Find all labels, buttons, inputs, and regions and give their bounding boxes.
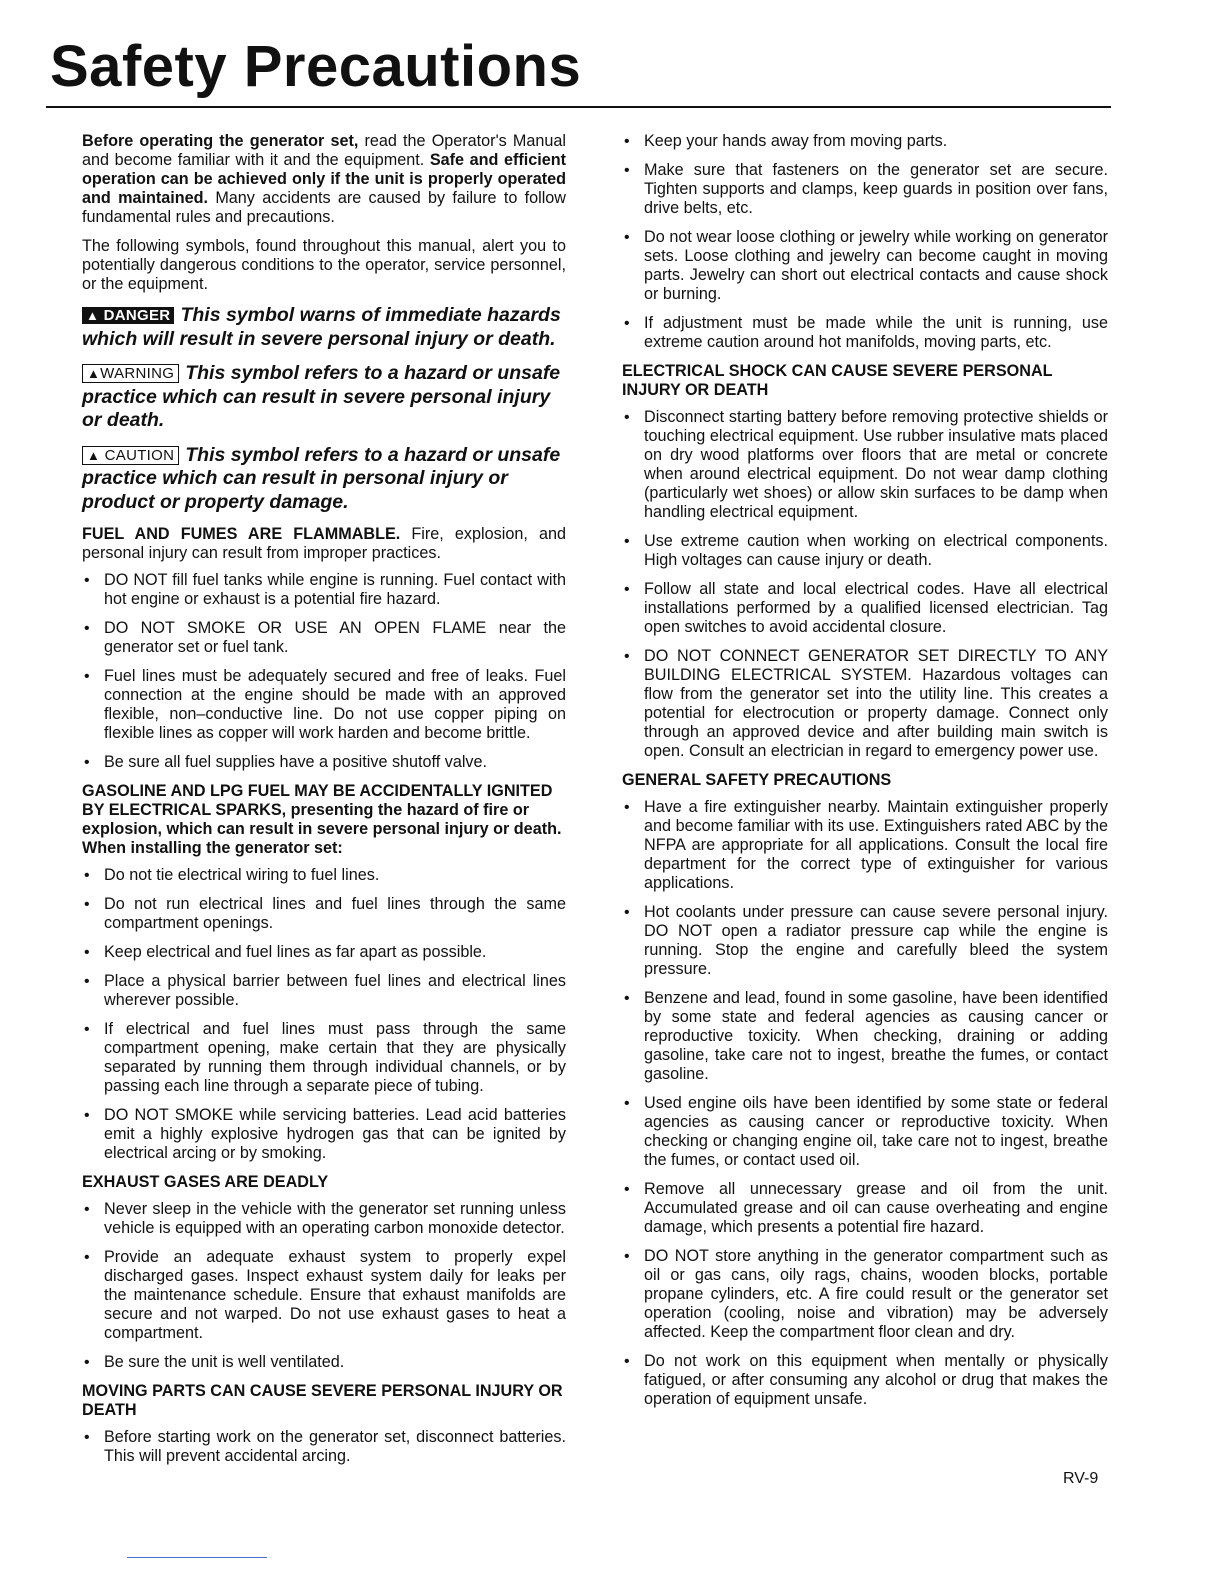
moving-parts-list-left bbox=[82, 1428, 566, 1466]
warning-triangle-icon: ▲ bbox=[87, 447, 101, 463]
danger-notice bbox=[82, 304, 566, 351]
list-item: • Remove all unnecessary grease and oil from the unit. Accumulated grease and oil can cause overheating and engine damage, which presents a potential fire hazard. bbox=[622, 1180, 1108, 1237]
electrical-heading: ELECTRICAL SHOCK CAN CAUSE SEVERE PERSONAL INJURY OR DEATH bbox=[622, 362, 1053, 399]
page-title: Safety Precautions bbox=[50, 34, 582, 99]
warning-notice bbox=[82, 362, 566, 433]
danger-text: This symbol warns of immediate hazards which will result in severe personal injury or death. bbox=[82, 304, 561, 350]
list-item: • Be sure the unit is well ventilated. bbox=[82, 1353, 566, 1372]
caution-notice bbox=[82, 444, 566, 515]
exhaust-list bbox=[82, 1200, 566, 1372]
list-item: • Disconnect starting battery before removing protective shields or touching electrical equipment. Use rubber insulative mats placed on dry wood platforms over floors that are metal or concrete when around electrical equipment. Do not wear damp clothing (particularly wet shoes) or allow skin surfaces to be damp when handling electrical equipment. bbox=[622, 408, 1108, 522]
list-item: • DO NOT SMOKE OR USE AN OPEN FLAME near the generator set or fuel tank. bbox=[82, 619, 566, 657]
list-item: • Do not tie electrical wiring to fuel lines. bbox=[82, 866, 566, 885]
page-number: RV-9 bbox=[1063, 1470, 1099, 1487]
symbols-intro: The following symbols, found throughout this manual, alert you to potentially dangerous conditions to the operator, service personnel, or the equipment. bbox=[82, 237, 566, 293]
list-item: • Be sure all fuel supplies have a positive shutoff valve. bbox=[82, 753, 566, 772]
right-column bbox=[622, 132, 1108, 1419]
list-item: • Never sleep in the vehicle with the generator set running unless vehicle is equipped with an operating carbon monoxide detector. bbox=[82, 1200, 566, 1238]
list-item: • DO NOT CONNECT GENERATOR SET DIRECTLY TO ANY BUILDING ELECTRICAL SYSTEM. Hazardous voltages can flow from the generator set into the utility line. This creates a potential for electrocution or property damage. Connect only through an approved device and after building main switch is open. Consult an electrician in regard to emergency power use. bbox=[622, 647, 1108, 761]
intro-text-1: read the Operator's Manual and become familiar with it and the equipment. bbox=[82, 132, 566, 169]
gasoline-list bbox=[82, 866, 566, 1163]
list-item: • DO NOT store anything in the generator compartment such as oil or gas cans, oily rags, chains, wooden blocks, portable propane cylinders, etc. A fire could result or the generator set operation (cooling, noise and vibration) may be adversely affected. Keep the compartment floor clean and dry. bbox=[622, 1247, 1108, 1342]
warning-badge: ▲WARNING bbox=[82, 364, 179, 383]
list-item: • Benzene and lead, found in some gasoline, have been identified by some state and federal agencies as causing cancer or reproductive toxicity. When checking, draining or adding gasoline, take care not to ingest, breathe the fumes, or contact gasoline. bbox=[622, 989, 1108, 1084]
list-item: • Provide an adequate exhaust system to properly expel discharged gases. Inspect exhaust system daily for leaks per the maintenance schedule. Ensure that exhaust manifolds are secure and not warped. Do not use exhaust gases to heat a compartment. bbox=[82, 1248, 566, 1343]
title-rule bbox=[46, 106, 1111, 108]
list-item: • Keep electrical and fuel lines as far apart as possible. bbox=[82, 943, 566, 962]
list-item: • Used engine oils have been identified by some state or federal agencies as causing cancer or reproductive toxicity. When checking or changing engine oil, take care not to ingest, breathe the fumes, or contact used oil. bbox=[622, 1094, 1108, 1170]
list-item: • DO NOT fill fuel tanks while engine is running. Fuel contact with hot engine or exhaust is a potential fire hazard. bbox=[82, 571, 566, 609]
list-item: • Have a fire extinguisher nearby. Maintain extinguisher properly and become familiar with its use. Extinguishers rated ABC by the NFPA are appropriate for all applications. Consult the local fire department for the correct type of extinguisher for various applications. bbox=[622, 798, 1108, 893]
exhaust-heading: EXHAUST GASES ARE DEADLY bbox=[82, 1173, 329, 1191]
list-item: • If adjustment must be made while the unit is running, use extreme caution around hot manifolds, moving parts, etc. bbox=[622, 314, 1108, 352]
list-item: • Hot coolants under pressure can cause severe personal injury. DO NOT open a radiator pressure cap while the engine is running. Stop the engine and carefully bleed the system pressure. bbox=[622, 903, 1108, 979]
list-item: • Do not work on this equipment when mentally or physically fatigued, or after consuming any alcohol or drug that makes the operation of equipment unsafe. bbox=[622, 1352, 1108, 1409]
caution-badge: ▲ CAUTION bbox=[82, 446, 179, 465]
intro-paragraph bbox=[82, 132, 566, 227]
list-item: • Do not run electrical lines and fuel lines through the same compartment openings. bbox=[82, 895, 566, 933]
list-item: • Place a physical barrier between fuel lines and electrical lines wherever possible. bbox=[82, 972, 566, 1010]
list-item: • Make sure that fasteners on the generator set are secure. Tighten supports and clamps, keep guards in position over fans, drive belts, etc. bbox=[622, 161, 1108, 218]
warning-text: This symbol refers to a hazard or unsafe practice which can result in severe personal injury or death. bbox=[82, 362, 561, 431]
intro-bold: Safe and efficient operation can be achieved only if the unit is properly operated and maintained. bbox=[82, 151, 567, 207]
fuel-heading: FUEL AND FUMES ARE FLAMMABLE. bbox=[82, 525, 401, 543]
danger-badge: ▲ DANGER bbox=[82, 307, 174, 324]
warning-triangle-icon: ▲ bbox=[86, 308, 100, 323]
list-item: • If electrical and fuel lines must pass through the same compartment opening, make certain that they are physically separated by running them through individual channels, or by passing each line through a separate piece of tubing. bbox=[82, 1020, 566, 1096]
list-item: • Before starting work on the generator set, disconnect batteries. This will prevent accidental arcing. bbox=[82, 1428, 566, 1466]
general-list bbox=[622, 798, 1108, 1409]
footer-link-line bbox=[127, 1557, 267, 1558]
list-item: • Keep your hands away from moving parts. bbox=[622, 132, 1108, 151]
fuel-section-intro bbox=[82, 525, 566, 563]
list-item: • DO NOT SMOKE while servicing batteries. Lead acid batteries emit a highly explosive hydrogen gas that can be ignited by electrical arcing or by smoking. bbox=[82, 1106, 566, 1163]
intro-lead: Before operating the generator set, bbox=[82, 132, 359, 150]
warning-triangle-icon: ▲ bbox=[87, 366, 101, 381]
fuel-intro: Fire, explosion, and personal injury can result from improper practices. bbox=[82, 525, 566, 562]
list-item: • Fuel lines must be adequately secured and free of leaks. Fuel connection at the engine should be made with an approved flexible, non–conductive line. Do not use copper piping on flexible lines as copper will work harden and become brittle. bbox=[82, 667, 566, 743]
left-column bbox=[82, 132, 566, 1476]
general-heading: GENERAL SAFETY PRECAUTIONS bbox=[622, 771, 892, 789]
electrical-list bbox=[622, 408, 1108, 761]
list-item: • Follow all state and local electrical codes. Have all electrical installations performed by a qualified licensed electrician. Tag open switches to avoid accidental closure. bbox=[622, 580, 1108, 637]
list-item: • Use extreme caution when working on electrical components. High voltages can cause injury or death. bbox=[622, 532, 1108, 570]
intro-text-3: Many accidents are caused by failure to follow fundamental rules and precautions. bbox=[82, 189, 566, 226]
list-item: • Do not wear loose clothing or jewelry while working on generator sets. Loose clothing and jewelry can become caught in moving parts. Jewelry can short out electrical contacts and cause shock or burning. bbox=[622, 228, 1108, 304]
caution-text: This symbol refers to a hazard or unsafe practice which can result in personal injury or product or property damage. bbox=[82, 443, 561, 513]
fuel-list bbox=[82, 571, 566, 772]
moving-parts-list-right bbox=[622, 132, 1108, 352]
gasoline-heading: GASOLINE AND LPG FUEL MAY BE ACCIDENTALLY IGNITED BY ELECTRICAL SPARKS, presenting the hazard of fire or explosion, which can result in severe personal injury or death. When installing the generator set: bbox=[82, 782, 562, 857]
moving-parts-heading: MOVING PARTS CAN CAUSE SEVERE PERSONAL INJURY OR DEATH bbox=[82, 1382, 563, 1419]
